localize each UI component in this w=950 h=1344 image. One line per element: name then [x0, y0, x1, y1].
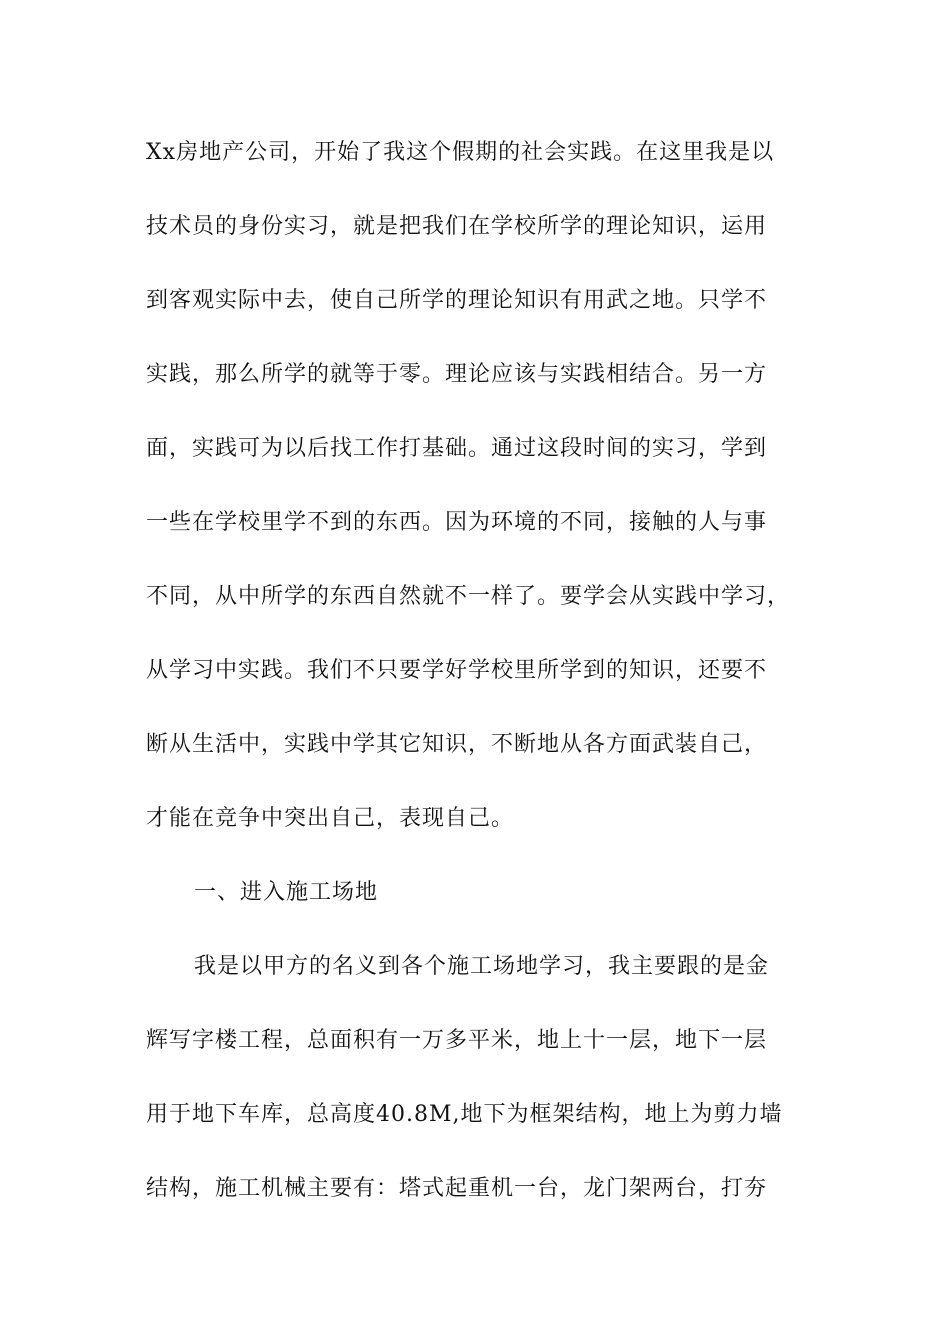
paragraph-line: 断从生活中，实践中学其它知识，不断地从各方面武装自己，	[146, 732, 768, 757]
paragraph-line: 用于地下车库，总高度40.8M,地下为框架结构，地上为剪力墙	[146, 1102, 783, 1127]
paragraph-line: 辉写字楼工程，总面积有一万多平米，地上十一层，地下一层	[146, 1028, 768, 1053]
document-body	[146, 128, 816, 1238]
paragraph-line: 结构，施工机械主要有：塔式起重机一台，龙门架两台，打夯	[146, 1176, 768, 1201]
paragraph-line: 到客观实际中去，使自己所学的理论知识有用武之地。只学不	[146, 288, 768, 313]
paragraph-line: 实践，那么所学的就等于零。理论应该与实践相结合。另一方	[146, 362, 768, 387]
paragraph-line: 我是以甲方的名义到各个施工场地学习，我主要跟的是金	[194, 954, 770, 979]
paragraph-line: 从学习中实践。我们不只要学好学校里所学到的知识，还要不	[146, 658, 768, 683]
paragraph-line: 面，实践可为以后找工作打基础。通过这段时间的实习，学到	[146, 436, 768, 461]
section-heading: 一、进入施工场地	[194, 880, 379, 905]
paragraph-line: 不同，从中所学的东西自然就不一样了。要学会从实践中学习，	[146, 584, 791, 609]
paragraph-line: 才能在竞争中突出自己，表现自己。	[146, 806, 515, 831]
paragraph-line: 一些在学校里学不到的东西。因为环境的不同，接触的人与事	[146, 510, 768, 535]
paragraph-line: Xx房地产公司，开始了我这个假期的社会实践。在这里我是以	[146, 140, 775, 165]
paragraph-line: 技术员的身份实习，就是把我们在学校所学的理论知识，运用	[146, 214, 768, 239]
